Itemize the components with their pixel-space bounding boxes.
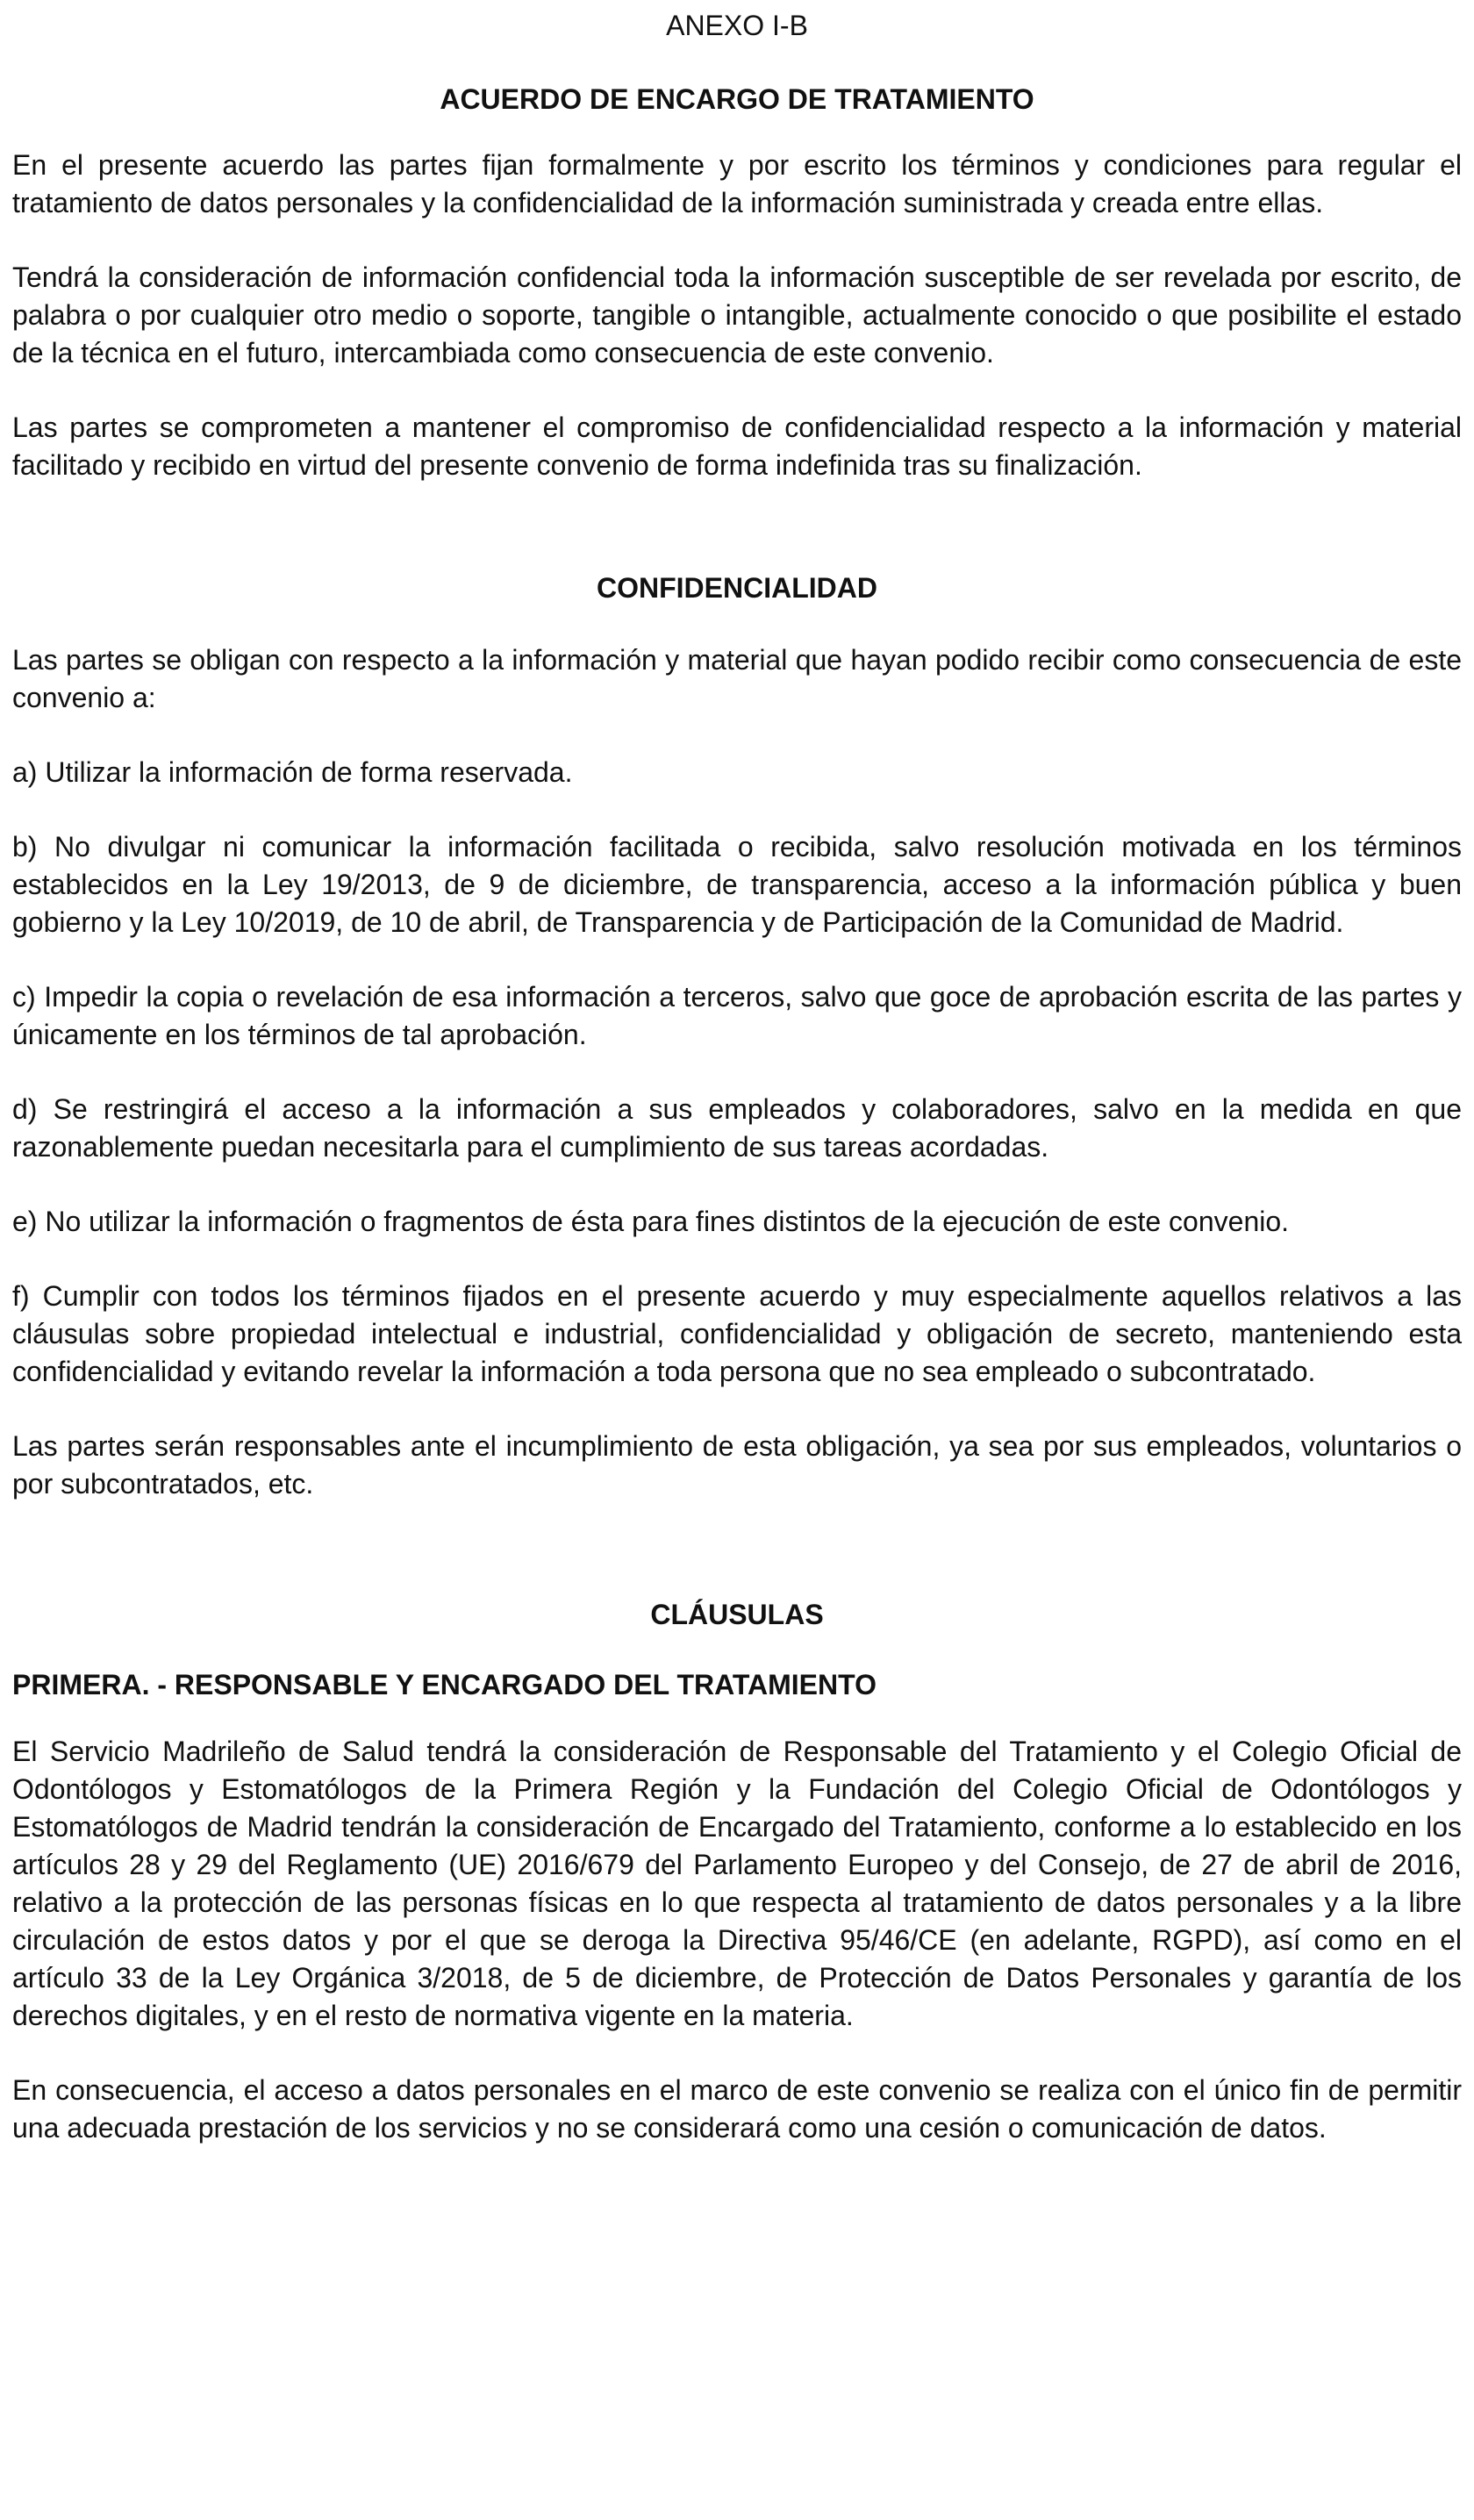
agreement-paragraph-1: En el presente acuerdo las partes fijan formalmente y por escrito los términos y condiciones para regular el tratamiento de datos personales y la confidencialidad de la información suministrada y creada entre ellas.: [12, 149, 1462, 218]
confidentiality-intro: Las partes se obligan con respecto a la información y material que hayan podido recibir como consecuencia de este convenio a:: [12, 644, 1462, 713]
confidentiality-item-f: f) Cumplir con todos los términos fijados en el presente acuerdo y muy especialmente aquellos relativos a las cláusulas sobre propiedad intelectual e industrial, confidencialidad y obligación de secreto, manteniendo esta confidencialidad y evitando revelar la información a toda persona que no sea empleado o subcontratado.: [12, 1280, 1462, 1387]
clause-first-paragraph-2: En consecuencia, el acceso a datos personales en el marco de este convenio se realiza con el único fin de permitir una adecuada prestación de los servicios y no se considerará como una cesión o comunicación de datos.: [12, 2074, 1462, 2144]
confidentiality-item-a: a) Utilizar la información de forma reservada.: [12, 756, 573, 788]
confidentiality-closing: Las partes serán responsables ante el incumplimiento de esta obligación, ya sea por sus empleados, voluntarios o por subcontratados, etc.: [12, 1430, 1462, 1500]
clause-first-paragraph-1: El Servicio Madrileño de Salud tendrá la consideración de Responsable del Tratamiento y el Colegio Oficial de Odontólogos y Estomatólogos de la Primera Región y la Fundación del Colegio Oficial de Odontólogos y Estomatólogos de Madrid tendrán la consideración de Encargado del Tratamiento, conforme a lo establecido en los artículos 28 y 29 del Reglamento (UE) 2016/679 del Parlamento Europeo y del Consejo, de 27 de abril de 2016, relativo a la protección de las personas físicas en lo que respecta al tratamiento de datos personales y a la libre circulación de estos datos y por el que se deroga la Directiva 95/46/CE (en adelante, RGPD), así como en el artículo 33 de la Ley Orgánica 3/2018, de 5 de diciembre, de Protección de Datos Personales y garantía de los derechos digitales, y en el resto de normativa vigente en la materia.: [12, 1736, 1462, 2031]
document-page: [12, 0, 1462, 2520]
confidentiality-title: CONFIDENCIALIDAD: [597, 572, 877, 604]
clause-first-heading: PRIMERA. - RESPONSABLE Y ENCARGADO DEL TRATAMIENTO: [12, 1669, 877, 1700]
confidentiality-item-e: e) No utilizar la información o fragmentos de ésta para fines distintos de la ejecución de este convenio.: [12, 1206, 1290, 1237]
agreement-title: ACUERDO DE ENCARGO DE TRATAMIENTO: [440, 83, 1034, 115]
agreement-paragraph-3: Las partes se comprometen a mantener el compromiso de confidencialidad respecto a la información y material facilitado y recibido en virtud del presente convenio de forma indefinida tras su finalización.: [12, 412, 1462, 481]
annex-label: ANEXO I-B: [666, 10, 808, 41]
confidentiality-item-c: c) Impedir la copia o revelación de esa información a terceros, salvo que goce de aprobación escrita de las partes y únicamente en los términos de tal aprobación.: [12, 981, 1462, 1050]
clauses-title: CLÁUSULAS: [650, 1599, 824, 1630]
confidentiality-item-d: d) Se restringirá el acceso a la información a sus empleados y colaboradores, salvo en la medida en que razonablemente puedan necesitarla para el cumplimiento de sus tareas acordadas.: [12, 1093, 1462, 1163]
agreement-paragraph-2: Tendrá la consideración de información confidencial toda la información susceptible de ser revelada por escrito, de palabra o por cualquier otro medio o soporte, tangible o intangible, actualmente conocido o que posibilite el estado de la técnica en el futuro, intercambiada como consecuencia de este convenio.: [12, 261, 1462, 369]
confidentiality-item-b: b) No divulgar ni comunicar la información facilitada o recibida, salvo resolución motivada en los términos establecidos en la Ley 19/2013, de 9 de diciembre, de transparencia, acceso a la información pública y buen gobierno y la Ley 10/2019, de 10 de abril, de Transparencia y de Participación de la Comunidad de Madrid.: [12, 831, 1462, 938]
